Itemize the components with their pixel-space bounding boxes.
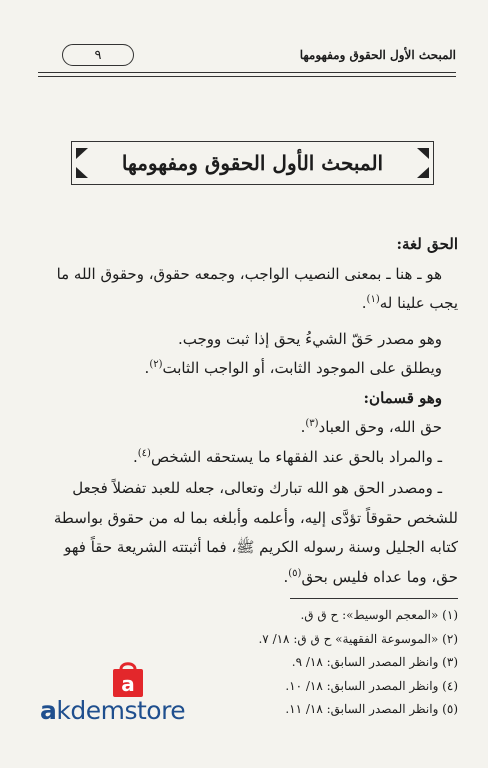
paragraph-3-text: ويطلق على الموجود الثابت، أو الواجب الثابت — [162, 359, 442, 377]
page-number: ٩ — [94, 47, 102, 63]
paragraph-6-line-4: حق، وما عداه فليس بحق$^{(٥)}$. — [283, 567, 458, 586]
footnote-4: (٤) وانظر المصدر السابق: ١٨/ ١٠. — [285, 678, 458, 693]
paragraph-6-line-1: ـ ومصدر الحق هو الله تبارك وتعالى، جعله للعبد تفضلاً فجعل — [72, 479, 442, 497]
running-header — [38, 44, 456, 68]
paragraph-6-line-3: كتابه الجليل وسنة رسوله الكريم ﷺ، فما أثبتته الشريعة حقاً فهو — [64, 538, 458, 556]
wordmark-a: a — [40, 696, 57, 725]
paragraph-5: ـ والمراد بالحق عند الفقهاء ما يستحقه الشخص$^{(٤)}$. — [132, 447, 442, 466]
corner-ornament-left-icon — [76, 148, 90, 178]
footnote-2: (٢) «الموسوعة الفقهية» ح ق ق: ١٨/ ٧. — [258, 631, 458, 646]
wordmark-rest: kdemstore — [56, 696, 186, 725]
paragraph-1-line-2: يجب علينا له$^{(١)}$. — [361, 294, 458, 312]
footnote-ref-5: (٥) — [288, 567, 302, 579]
footnote-3: (٣) وانظر المصدر السابق: ١٨/ ٩. — [291, 655, 458, 669]
paragraph-4-text: حق الله، وحق العباد — [318, 418, 442, 436]
store-logo — [40, 660, 230, 726]
paragraph-1-text: يجب علينا له — [379, 294, 458, 312]
page-number-badge — [62, 44, 134, 66]
footnote-separator — [290, 598, 458, 599]
paragraph-3: ويطلق على الموجود الثابت، أو الواجب الثابت$^{(٢)}$. — [144, 359, 442, 377]
footnote-ref-1: (١) — [366, 294, 380, 305]
section-heading-types: وهو قسمان: — [363, 388, 442, 407]
paragraph-5-text: ـ والمراد بالحق عند الفقهاء ما يستحقه الشخص — [150, 447, 442, 466]
footnote-ref-2: (٢) — [149, 359, 163, 370]
footnote-1: (١) «المعجم الوسيط»: ح ق ق. — [300, 608, 458, 622]
shopping-bag-icon — [108, 660, 148, 698]
footnote-5: (٥) وانظر المصدر السابق: ١٨/ ١١. — [285, 702, 458, 716]
footnote-ref-4: (٤) — [137, 447, 151, 459]
header-rule-thick — [38, 72, 456, 73]
running-title: المبحث الأول الحقوق ومفهومها — [299, 48, 456, 62]
chapter-title-banner — [71, 141, 434, 185]
paragraph-2: وهو مصدر حَقّ الشيءُ يحق إذا ثبت ووجب. — [178, 329, 442, 348]
paragraph-6-text: حق، وما عداه فليس بحق — [301, 567, 458, 586]
paragraph-4: حق الله، وحق العباد$^{(٣)}$. — [300, 418, 442, 436]
chapter-title: المبحث الأول الحقوق ومفهومها — [121, 151, 384, 175]
paragraph-6-line-2: للشخص حقوقاً تؤدَّى إليه، وأعلمه وأبلغه بما له من حقوق بواسطة — [53, 508, 458, 527]
store-wordmark — [40, 696, 185, 725]
bag-letter: a — [121, 672, 135, 696]
footnote-ref-3: (٣) — [305, 418, 319, 429]
section-heading-linguistic: الحق لغة: — [396, 235, 458, 253]
corner-ornament-right-icon — [415, 148, 429, 178]
paragraph-1-line-1: هو ـ هنا ـ بمعنى النصيب الواجب، وجمعه حقوق، وحقوق الله ما — [56, 264, 442, 283]
body-text — [40, 230, 458, 592]
header-rule-thin — [38, 76, 456, 77]
